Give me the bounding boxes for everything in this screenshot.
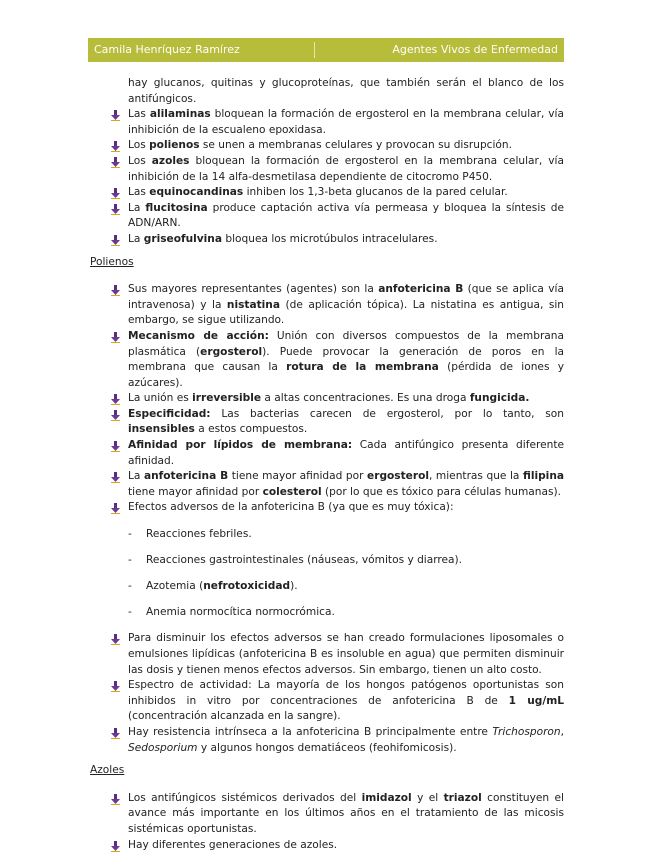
section-heading-polienos: Polienos — [90, 255, 564, 271]
list-item: Las equinocandinas inhiben los 1,3-beta glucanos de la pared celular. — [90, 185, 564, 201]
arrow-down-icon — [110, 794, 121, 805]
sub-list-item: - Azotemia (nefrotoxicidad). — [90, 579, 564, 595]
list-item: Los antifúngicos sistémicos derivados del imidazol y el triazol constituyen el avance más importante en los últimos años en el tratamiento de las micosis sistémicas oportunistas. — [90, 791, 564, 838]
intro-continuation: hay glucanos, quitinas y glucoproteínas, que también serán el blanco de los antifúngicos. — [90, 76, 564, 107]
sub-list-item: - Anemia normocítica normocrómica. — [90, 605, 564, 621]
list-item: La flucitosina produce captación activa vía permeasa y bloquea la síntesis de ADN/ARN. — [90, 201, 564, 232]
list-item: La anfotericina B tiene mayor afinidad por ergosterol, mientras que la filipina tiene mayor afinidad por colesterol (por lo que es tóxico para células humanas). — [90, 469, 564, 500]
list-item: Especificidad: Las bacterias carecen de ergosterol, por lo tanto, son insensibles a estos compuestos. — [90, 407, 564, 438]
list-item: Hay resistencia intrínseca a la anfotericina B principalmente entre Trichosporon, Sedosporium y algunos hongos dematiáceos (feohifomicosis). — [90, 725, 564, 756]
list-item: Para disminuir los efectos adversos se han creado formulaciones liposomales o emulsiones lipídicas (anfotericina B es insoluble en agua) que permiten disminuir las dosis y tienen menos efectos adversos. Sin embargo, tienen un alto costo. — [90, 631, 564, 678]
arrow-down-icon — [110, 285, 121, 296]
document-body — [90, 76, 564, 853]
arrow-down-icon — [110, 204, 121, 215]
header-author: Camila Henríquez Ramírez — [94, 43, 240, 56]
section-heading-azoles: Azoles — [90, 763, 564, 779]
arrow-down-icon — [110, 441, 121, 452]
arrow-down-icon — [110, 503, 121, 514]
list-item: Mecanismo de acción: Unión con diversos compuestos de la membrana plasmática (ergosterol). Puede provocar la generación de poros en la membrana que causan la rotura de la membrana (pérdida de iones y azúcares). — [90, 329, 564, 391]
arrow-down-icon — [110, 157, 121, 168]
arrow-down-icon — [110, 841, 121, 852]
arrow-down-icon — [110, 141, 121, 152]
list-item: Los polienos se unen a membranas celulares y provocan su disrupción. — [90, 138, 564, 154]
arrow-down-icon — [110, 188, 121, 199]
list-item: Sus mayores representantes (agentes) son la anfotericina B (que se aplica vía intravenosa) y la nistatina (de aplicación tópica). La nistatina es antigua, sin embargo, se sigue utilizando. — [90, 282, 564, 329]
arrow-down-icon — [110, 235, 121, 246]
list-item: Efectos adversos de la anfotericina B (ya que es muy tóxica): — [90, 500, 564, 516]
list-item: Hay diferentes generaciones de azoles. — [90, 838, 564, 853]
header-title: Agentes Vivos de Enfermedad — [392, 43, 558, 56]
header-divider — [314, 42, 315, 58]
arrow-down-icon — [110, 394, 121, 405]
sub-list-item: - Reacciones febriles. — [90, 527, 564, 543]
list-item: La griseofulvina bloquea los microtúbulos intracelulares. — [90, 232, 564, 248]
arrow-down-icon — [110, 472, 121, 483]
arrow-down-icon — [110, 681, 121, 692]
list-item: Las alilaminas bloquean la formación de ergosterol en la membrana celular, vía inhibición de la escualeno epoxidasa. — [90, 107, 564, 138]
arrow-down-icon — [110, 332, 121, 343]
arrow-down-icon — [110, 728, 121, 739]
list-item: La unión es irreversible a altas concentraciones. Es una droga fungicida. — [90, 391, 564, 407]
sub-list-item: - Reacciones gastrointestinales (náuseas, vómitos y diarrea). — [90, 553, 564, 569]
page-header — [88, 38, 564, 62]
arrow-down-icon — [110, 634, 121, 645]
arrow-down-icon — [110, 410, 121, 421]
list-item: Afinidad por lípidos de membrana: Cada antifúngico presenta diferente afinidad. — [90, 438, 564, 469]
list-item: Espectro de actividad: La mayoría de los hongos patógenos oportunistas son inhibidos in vitro por concentraciones de anfotericina B de 1 ug/mL (concentración alcanzada en la sangre). — [90, 678, 564, 725]
list-item: Los azoles bloquean la formación de ergosterol en la membrana celular, vía inhibición de la 14 alfa-desmetilasa dependiente de citocromo P450. — [90, 154, 564, 185]
arrow-down-icon — [110, 110, 121, 121]
